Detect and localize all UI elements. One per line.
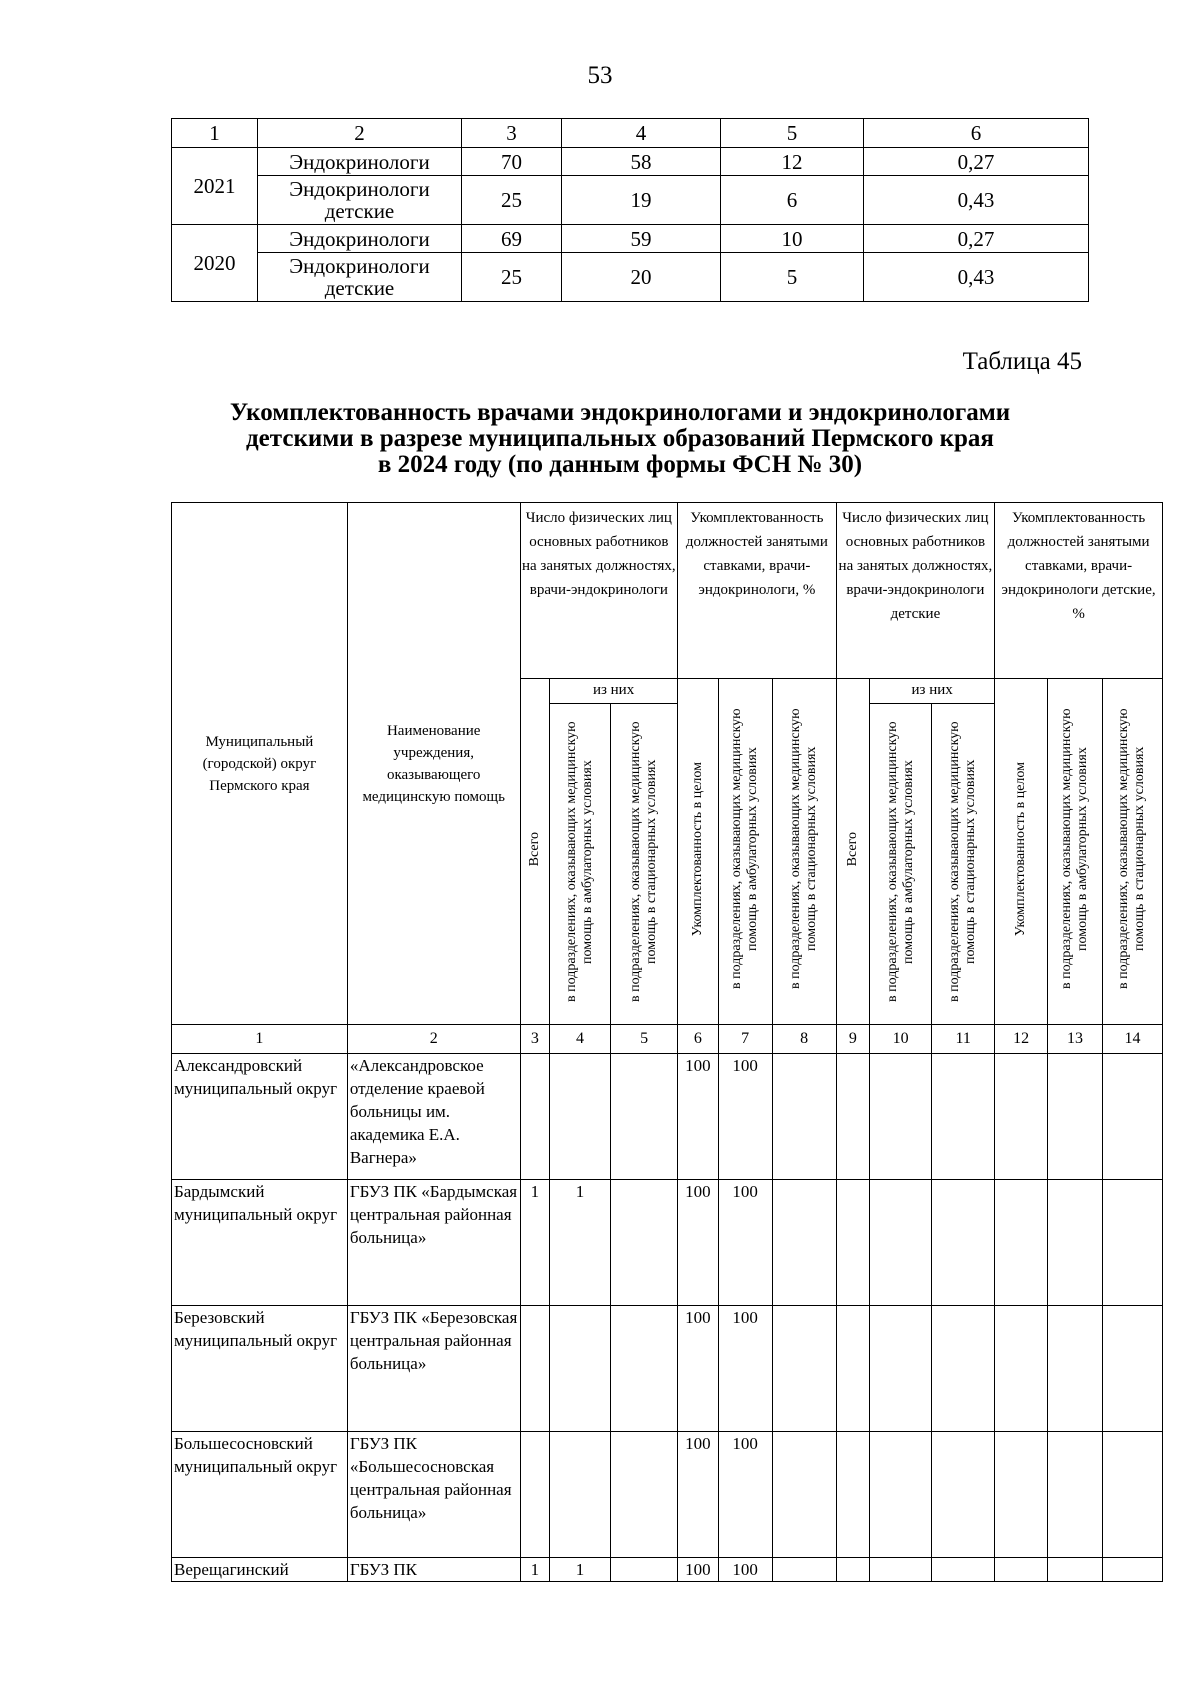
value-cell: 25 [462, 253, 562, 302]
header-group-adult-staffing: Укомплектованность должностей занятыми ставками, врачи-эндокринологи, % [678, 503, 837, 679]
column-number: 4 [550, 1025, 611, 1054]
value-cell: 59 [562, 225, 721, 253]
header-stac [611, 704, 678, 1025]
value-cell: 100 [718, 1306, 772, 1432]
table-row [172, 1180, 1163, 1306]
column-number: 3 [520, 1025, 549, 1054]
main-table [171, 502, 1163, 1582]
rotated-label: в подразделениях, оказывающих медицинскую помощь в амбулаторных условиях [1058, 708, 1090, 990]
value-cell: 19 [562, 176, 721, 225]
column-numbers-row [172, 1025, 1163, 1054]
column-number: 11 [932, 1025, 995, 1054]
value-cell: 100 [718, 1180, 772, 1306]
value-cell [520, 1432, 549, 1558]
header-staffing-stac-child [1102, 679, 1162, 1025]
value-cell [611, 1558, 678, 1582]
column-number: 5 [611, 1025, 678, 1054]
column-number: 12 [995, 1025, 1048, 1054]
column-number: 7 [718, 1025, 772, 1054]
column-number: 2 [347, 1025, 520, 1054]
header-cell: 6 [864, 119, 1089, 148]
page-number: 53 [587, 62, 613, 89]
header-group-child-staff: Число физических лиц основных работников на занятых должностях, врачи-эндокринологи детские [836, 503, 995, 679]
header-cell: 2 [258, 119, 462, 148]
table-label: Таблица 45 [962, 348, 1082, 375]
table-row [172, 1306, 1163, 1432]
header-amb-child [870, 704, 932, 1025]
header-group-adult-staff: Число физических лиц основных работников на занятых должностях, врачи-эндокринологи [520, 503, 678, 679]
specialty-cell: Эндокринологи [258, 148, 462, 176]
rotated-label: в подразделениях, оказывающих медицинскую помощь в стационарных условиях [788, 708, 820, 990]
value-cell: 58 [562, 148, 721, 176]
value-cell: 5 [721, 253, 864, 302]
column-number: 13 [1048, 1025, 1103, 1054]
value-cell: 100 [678, 1306, 719, 1432]
header-staffing-total [678, 679, 719, 1025]
rotated-label: Всего [844, 831, 860, 867]
header-stac-child [932, 704, 995, 1025]
rotated-label: Укомплектованность в целом [689, 761, 705, 937]
value-cell: 100 [718, 1558, 772, 1582]
column-number: 8 [772, 1025, 836, 1054]
table-row [172, 253, 1089, 302]
value-cell [611, 1306, 678, 1432]
value-cell: 1 [550, 1558, 611, 1582]
table-row [172, 1558, 1163, 1582]
value-cell: 100 [678, 1558, 719, 1582]
table-title [160, 400, 1080, 478]
value-cell: 0,27 [864, 148, 1089, 176]
value-cell: 1 [520, 1558, 549, 1582]
value-cell: 100 [718, 1432, 772, 1558]
rotated-label: в подразделениях, оказывающих медицинскую помощь в амбулаторных условиях [729, 708, 761, 990]
value-cell: 0,27 [864, 225, 1089, 253]
value-cell [520, 1054, 549, 1180]
value-cell: 25 [462, 176, 562, 225]
header-cell: 3 [462, 119, 562, 148]
header-cell: 1 [172, 119, 258, 148]
value-cell: 0,43 [864, 253, 1089, 302]
district-cell: Березовский муниципальный округ [172, 1306, 348, 1432]
column-number: 10 [870, 1025, 932, 1054]
value-cell: 12 [721, 148, 864, 176]
value-cell: 10 [721, 225, 864, 253]
district-cell: Большесосновский муниципальный округ [172, 1432, 348, 1558]
value-cell: 100 [678, 1054, 719, 1180]
column-number: 14 [1102, 1025, 1162, 1054]
header-of-them: из них [870, 679, 995, 704]
value-cell: 100 [718, 1054, 772, 1180]
table-header-row [172, 119, 1089, 148]
title-line: детскими в разрезе муниципальных образований Пермского края [246, 425, 994, 452]
table-row [172, 1432, 1163, 1558]
header-amb [550, 704, 611, 1025]
value-cell [520, 1306, 549, 1432]
specialty-cell: Эндокринологи [258, 225, 462, 253]
column-number: 9 [836, 1025, 870, 1054]
value-cell: 100 [678, 1180, 719, 1306]
specialty-cell: Эндокринологи детские [258, 253, 462, 302]
value-cell: 69 [462, 225, 562, 253]
institution-cell: ГБУЗ ПК «Большесосновская центральная районная больница» [347, 1432, 520, 1558]
value-cell [611, 1180, 678, 1306]
column-number: 6 [678, 1025, 719, 1054]
value-cell: 1 [550, 1180, 611, 1306]
rotated-label: Укомплектованность в целом [1013, 761, 1029, 937]
header-total [520, 679, 549, 1025]
rotated-label: в подразделениях, оказывающих медицинскую помощь в амбулаторных условиях [564, 721, 596, 1002]
header-district: Муниципальный (городской) округ Пермского края [172, 503, 348, 1025]
institution-cell: ГБУЗ ПК «Бардымская центральная районная больница» [347, 1180, 520, 1306]
district-cell: Александровский муниципальный округ [172, 1054, 348, 1180]
header-staffing-amb-child [1048, 679, 1103, 1025]
value-cell: 100 [678, 1432, 719, 1558]
header-group-child-staffing: Укомплектованность должностей занятыми ставками, врачи-эндокринологи детские, % [995, 503, 1163, 679]
value-cell [550, 1306, 611, 1432]
value-cell: 20 [562, 253, 721, 302]
title-line: в 2024 году (по данным формы ФСН № 30) [377, 451, 863, 478]
column-number: 1 [172, 1025, 348, 1054]
value-cell: 70 [462, 148, 562, 176]
district-cell: Бардымский муниципальный округ [172, 1180, 348, 1306]
institution-cell: «Александровское отделение краевой больницы им. академика Е.А. Вагнера» [347, 1054, 520, 1180]
header-staffing-amb [718, 679, 772, 1025]
rotated-label: Всего [526, 831, 542, 867]
table-row [172, 176, 1089, 225]
header-cell: 5 [721, 119, 864, 148]
title-line: Укомплектованность врачами эндокринологами и эндокринологами [229, 399, 1011, 426]
year-cell: 2021 [172, 148, 258, 225]
table-row [172, 148, 1089, 176]
specialty-cell: Эндокринологи детские [258, 176, 462, 225]
value-cell: 0,43 [864, 176, 1089, 225]
value-cell: 6 [721, 176, 864, 225]
rotated-label: в подразделениях, оказывающих медицинскую помощь в амбулаторных условиях [884, 721, 916, 1002]
value-cell: 1 [520, 1180, 549, 1306]
value-cell [611, 1432, 678, 1558]
header-institution: Наименование учреждения, оказывающего медицинскую помощь [347, 503, 520, 1025]
table-row [172, 1054, 1163, 1180]
value-cell [611, 1054, 678, 1180]
year-cell: 2020 [172, 225, 258, 302]
header-staffing-total-child [995, 679, 1048, 1025]
top-table [171, 118, 1089, 302]
institution-cell: ГБУЗ ПК «Березовская центральная районная больница» [347, 1306, 520, 1432]
rotated-label: в подразделениях, оказывающих медицинскую помощь в стационарных условиях [628, 721, 660, 1002]
value-cell [550, 1054, 611, 1180]
rotated-label: в подразделениях, оказывающих медицинскую помощь в стационарных условиях [947, 721, 979, 1002]
header-of-them: из них [550, 679, 678, 704]
institution-cell: ГБУЗ ПК [347, 1558, 520, 1582]
header-staffing-stac [772, 679, 836, 1025]
header-total-child [836, 679, 870, 1025]
table-row [172, 225, 1089, 253]
value-cell [550, 1432, 611, 1558]
header-cell: 4 [562, 119, 721, 148]
district-cell: Верещагинский [172, 1558, 348, 1582]
rotated-label: в подразделениях, оказывающих медицинскую помощь в стационарных условиях [1116, 708, 1148, 990]
